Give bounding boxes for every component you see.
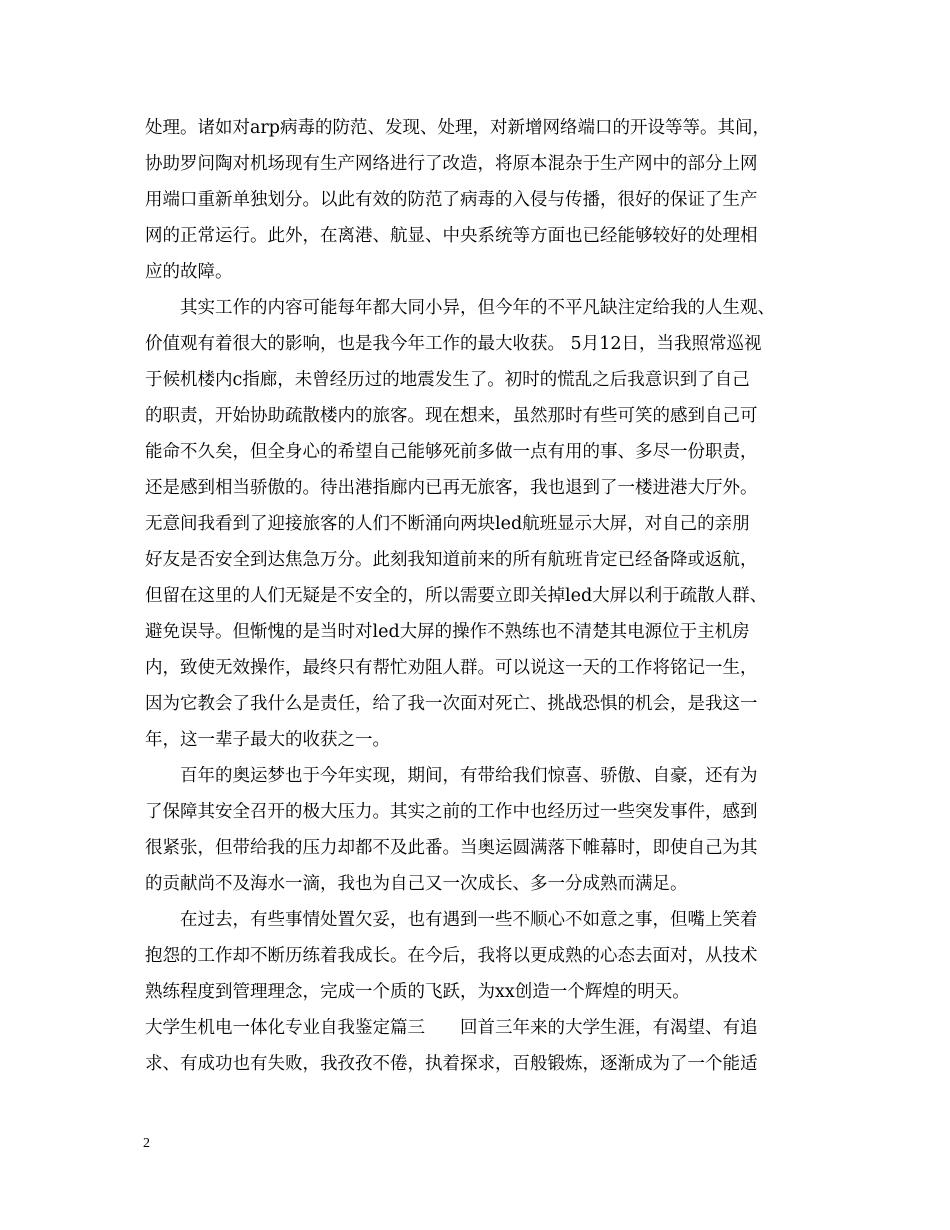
text-line: 网的正常运行。此外，在离港、航显、中央系统等方面也已经能够较好的处理相 [145,226,758,246]
text-line: 内，致使无效操作，最终只有帮忙劝阻人群。可以说这一天的工作将铭记一生， [145,658,758,678]
text-line: 了保障其安全召开的极大压力。其实之前的工作中也经历过一些突发事件，感到 [145,802,758,822]
text-line: 熟练程度到管理理念，完成一个质的飞跃，为xx创造一个辉煌的明天。 [145,982,690,1002]
text-line: 其实工作的内容可能每年都大同小异，但今年的不平凡缺注定给我的人生观、 [145,298,775,318]
text-line: 但留在这里的人们无疑是不安全的，所以需要立即关掉led大屏以利于疏散人群、 [145,586,768,606]
text-line: 抱怨的工作却不断历练着我成长。在今后，我将以更成熟的心态去面对，从技术 [145,946,758,966]
text-line: 协助罗问陶对机场现有生产网络进行了改造，将原本混杂于生产网中的部分上网 [145,154,758,174]
text-line: 能命不久矣，但全身心的希望自己能够死前多做一点有用的事、多尽一份职责， [145,442,758,462]
text-line: 应的故障。 [145,262,233,282]
text-line: 用端口重新单独划分。以此有效的防范了病毒的入侵与传播，很好的保证了生产 [145,190,758,210]
text-line: 无意间我看到了迎接旅客的人们不断涌向两块led航班显示大屏，对自己的亲朋 [145,514,750,534]
text-line: 百年的奥运梦也于今年实现，期间，有带给我们惊喜、骄傲、自豪，还有为 [145,766,758,786]
text-line: 的贡献尚不及海水一滴，我也为自己又一次成长、多一分成熟而满足。 [145,874,688,894]
text-line: 年，这一辈子最大的收获之一。 [145,730,390,750]
text-line: 处理。诸如对arp病毒的防范、发现、处理，对新增网络端口的开设等等。其间， [145,118,770,138]
text-line: 价值观有着很大的影响，也是我今年工作的最大收获。 5月12日，当我照常巡视 [145,334,762,354]
text-line: 很紧张，但带给我的压力却都不及此番。当奥运圆满落下帷幕时，即使自己为其 [145,838,758,858]
text-line: 求、有成功也有失败，我孜孜不倦，执着探求，百般锻炼，逐渐成为了一个能适 [145,1054,758,1074]
text-line: 的职责，开始协助疏散楼内的旅客。现在想来，虽然那时有些可笑的感到自己可 [145,406,758,426]
text-line: 因为它教会了我什么是责任，给了我一次面对死亡、挑战恐惧的机会，是我这一 [145,694,758,714]
text-line: 大学生机电一体化专业自我鉴定篇三 回首三年来的大学生涯，有渴望、有追 [145,1018,758,1038]
text-line: 好友是否安全到达焦急万分。此刻我知道前来的所有航班肯定已经备降或返航， [145,550,758,570]
text-line: 避免误导。但惭愧的是当时对led大屏的操作不熟练也不清楚其电源位于主机房 [145,622,750,642]
text-line: 于候机楼内c指廊，未曾经历过的地震发生了。初时的慌乱之后我意识到了自己 [145,370,750,390]
page-number: 2 [143,1136,150,1151]
text-line: 在过去，有些事情处置欠妥，也有遇到一些不顺心不如意之事，但嘴上笑着 [145,910,758,930]
text-line: 还是感到相当骄傲的。待出港指廊内已再无旅客，我也退到了一楼进港大厅外。 [145,478,758,498]
